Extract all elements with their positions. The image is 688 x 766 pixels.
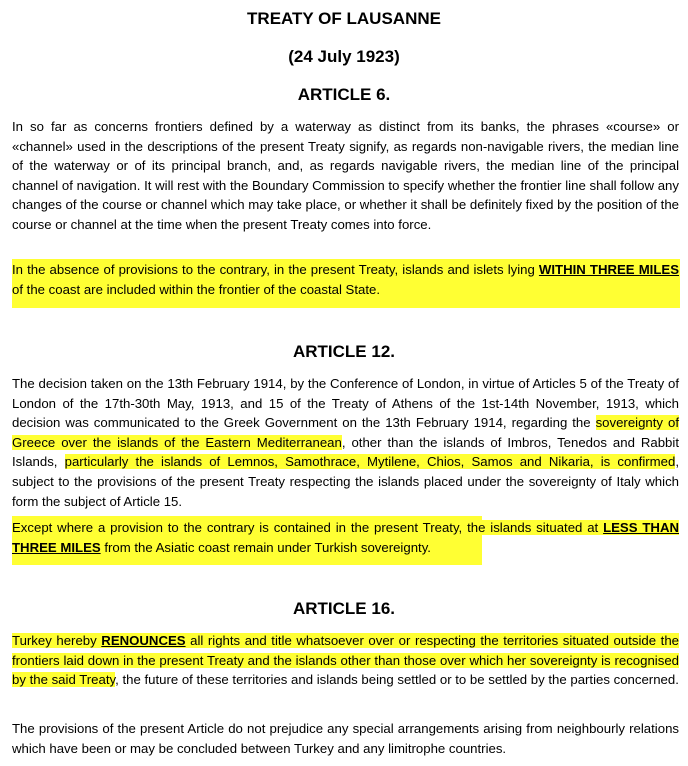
article-12-p1-text-c: , other than the islands of Imbros, Tenedos and Rabbit Islands,: [12, 434, 679, 470]
islands-confirmed-highlight: particularly the islands of Lemnos, Samothrace, Mytilene, Chios, Samos and Nikaria, is confirmed: [64, 454, 676, 470]
within-three-miles-emphasis: WITHIN THREE MILES: [538, 262, 679, 277]
renounces-emphasis: RENOUNCES: [101, 633, 186, 648]
article-12-p1-text-e: , subject to the provisions of the present Treaty respecting the islands placed under the sovereignty of Italy which form the subject of Article 15.: [12, 454, 679, 509]
less-than-three-miles-emphasis: LESS THAN THREE MILES: [12, 520, 680, 555]
document-title: TREATY OF LAUSANNE: [247, 9, 441, 28]
article-12-paragraph-1: [12, 374, 679, 511]
article-6-p2-text-a: In the absence of provisions to the contrary, in the present Treaty, islands and islets lying: [12, 262, 539, 277]
article-6-p2-text-c: of the coast are included within the frontier of the coastal State.: [12, 281, 381, 297]
article-6-paragraph-1: In so far as concerns frontiers defined by a waterway as distinct from its banks, the phrases «course» or «channel» used in the descriptions of the present Treaty signify, as regards non-navigable rivers, the median line of the waterway or of its principal branch, and, as regards navigable rivers, the median line of the principal channel of navigation. It will rest with the Boundary Commission to specify whether the frontier line shall follow any changes of the course or channel which may take place, or whether it shall be definitely fixed by the position of the course or channel at the time when the present Treaty comes into force.: [12, 119, 679, 232]
article-12-p2-text-c: from the Asiatic coast remain under Turkish sovereignty.: [100, 539, 431, 555]
article-16-paragraph-2: The provisions of the present Article do not prejudice any special arrangements arising from neighbourly relations which have been or may be concluded between Turkey and any limitrophe countries.: [12, 721, 679, 756]
article-16-paragraph-1: [12, 631, 679, 690]
document-date: (24 July 1923): [288, 47, 400, 66]
article-12-heading: ARTICLE 12.: [292, 342, 396, 361]
article-16-p1-text-d: , the future of these territories and islands being settled or to be settled by the parties concerned.: [115, 672, 679, 688]
article-12-paragraph-2: [12, 518, 679, 557]
article-12-p2-text-a: Except where a provision to the contrary is contained in the present Treaty, the islands situated at: [12, 520, 604, 535]
article-6-heading: ARTICLE 6.: [297, 85, 391, 104]
article-16-heading: ARTICLE 16.: [292, 599, 396, 618]
article-16-p1-text-c: all rights and title whatsoever over or respecting the territories situated outside the frontiers laid down in the present Treaty and the islands other than those over which her sovereignty is recognised by the said Treaty: [12, 633, 679, 688]
article-6-paragraph-2: [12, 260, 679, 299]
sovereignty-of-greece-highlight: sovereignty of Greece over the islands of the Eastern Mediterranean: [12, 415, 679, 450]
article-16-p1-text-a: Turkey hereby: [12, 633, 102, 648]
article-12-p1-text-a: The decision taken on the 13th February 1914, by the Conference of London, in virtue of Articles 5 of the Treaty of London of the 17th-30th May, 1913, and 15 of the Treaty of Athens of the 1st-14th November, 1913, which decision was communicated to the Greek Government on the 13th February 1914, regarding the: [12, 376, 679, 431]
